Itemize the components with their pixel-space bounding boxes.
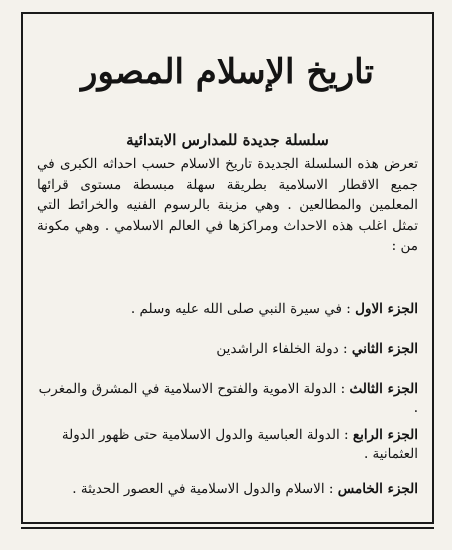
series-subtitle: سلسلة جديدة للمدارس الابتدائية: [126, 131, 329, 149]
page-title: تاريخ الإسلام المصور: [81, 52, 374, 92]
part-item: الجزء الثالث : الدولة الاموية والفتوح الاسلامية في المشرق والمغرب .: [38, 381, 418, 416]
part-item: الجزء الخامس : الاسلام والدول الاسلامية في العصور الحديثة .: [72, 481, 418, 497]
part-text: الدولة الاموية والفتوح الاسلامية في المشرق والمغرب .: [38, 381, 418, 416]
part-item: الجزء الرابع : الدولة العباسية والدول الاسلامية حتى ظهور الدولة العثمانية .: [61, 427, 418, 462]
part-text: دولة الخلفاء الراشدين: [216, 341, 339, 357]
part-text: في سيرة النبي صلى الله عليه وسلم .: [130, 301, 342, 317]
part-label: الجزء الخامس: [337, 481, 418, 497]
part-text: الدولة العباسية والدول الاسلامية حتى ظهور الدولة العثمانية .: [61, 427, 418, 462]
part-label: الجزء الرابع: [352, 427, 418, 443]
part-item: الجزء الاول : في سيرة النبي صلى الله عليه وسلم .: [130, 301, 418, 317]
bottom-rule: [21, 527, 434, 529]
page-frame: [21, 12, 434, 524]
part-label: الجزء الثاني: [351, 341, 418, 357]
intro-paragraph: تعرض هذه السلسلة الجديدة تاريخ الاسلام حسب احداثه الكبرى في جميع الاقطار الاسلامية بطريقة سهلة مبسطة مستوى قرائها المعلمين والمطالعين . وهي مزينة بالرسوم الفنيه والخرائط التي تمثل اغلب هذه الاحداث ومراكزها في العالم الاسلامي . وهي مكونة من :: [37, 156, 418, 254]
part-text: الاسلام والدول الاسلامية في العصور الحديثة .: [72, 481, 325, 497]
part-label: الجزء الثالث: [349, 381, 418, 397]
part-item: الجزء الثاني : دولة الخلفاء الراشدين: [216, 341, 418, 357]
part-label: الجزء الاول: [355, 301, 418, 317]
